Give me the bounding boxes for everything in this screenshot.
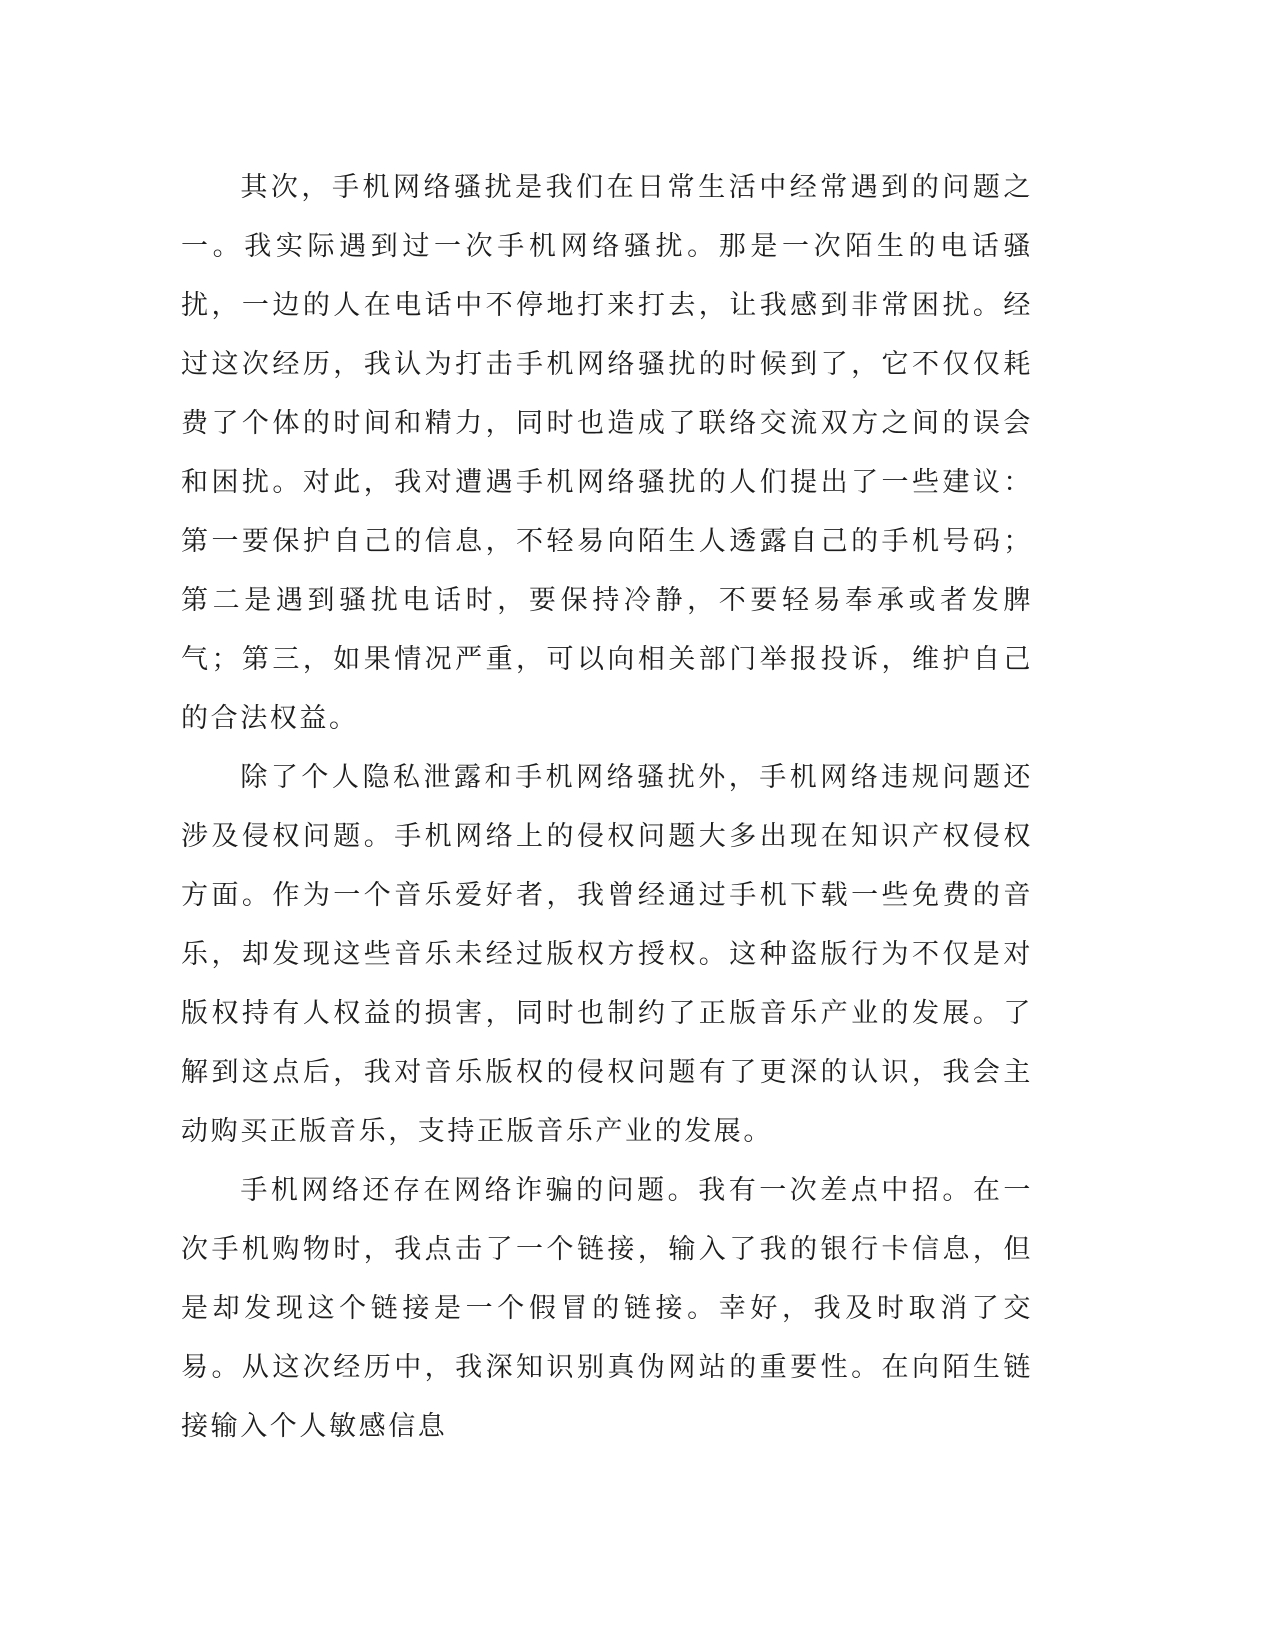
paragraph-harassment: 其次，手机网络骚扰是我们在日常生活中经常遇到的问题之一。我实际遇到过一次手机网络骚扰。那是一次陌生的电话骚扰，一边的人在电话中不停地打来打去，让我感到非常困扰。经过这次经历，我认为打击手机网络骚扰的时候到了，它不仅仅耗费了个体的时间和精力，同时也造成了联络交流双方之间的误会和困扰。对此，我对遭遇手机网络骚扰的人们提出了一些建议：第一要保护自己的信息，不轻易向陌生人透露自己的手机号码；第二是遇到骚扰电话时，要保持冷静，不要轻易奉承或者发脾气；第三，如果情况严重，可以向相关部门举报投诉，维护自己的合法权益。 (181, 172, 1033, 734)
paragraph-infringement: 除了个人隐私泄露和手机网络骚扰外，手机网络违规问题还涉及侵权问题。手机网络上的侵权问题大多出现在知识产权侵权方面。作为一个音乐爱好者，我曾经通过手机下载一些免费的音乐，却发现这些音乐未经过版权方授权。这种盗版行为不仅是对版权持有人权益的损害，同时也制约了正版音乐产业的发展。了解到这点后，我对音乐版权的侵权问题有了更深的认识，我会主动购买正版音乐，支持正版音乐产业的发展。 (181, 762, 1033, 1147)
document-body (181, 158, 1033, 1456)
paragraph-fraud: 手机网络还存在网络诈骗的问题。我有一次差点中招。在一次手机购物时，我点击了一个链接，输入了我的银行卡信息，但是却发现这个链接是一个假冒的链接。幸好，我及时取消了交易。从这次经历中，我深知识别真伪网站的重要性。在向陌生链接输入个人敏感信息 (181, 1175, 1033, 1442)
